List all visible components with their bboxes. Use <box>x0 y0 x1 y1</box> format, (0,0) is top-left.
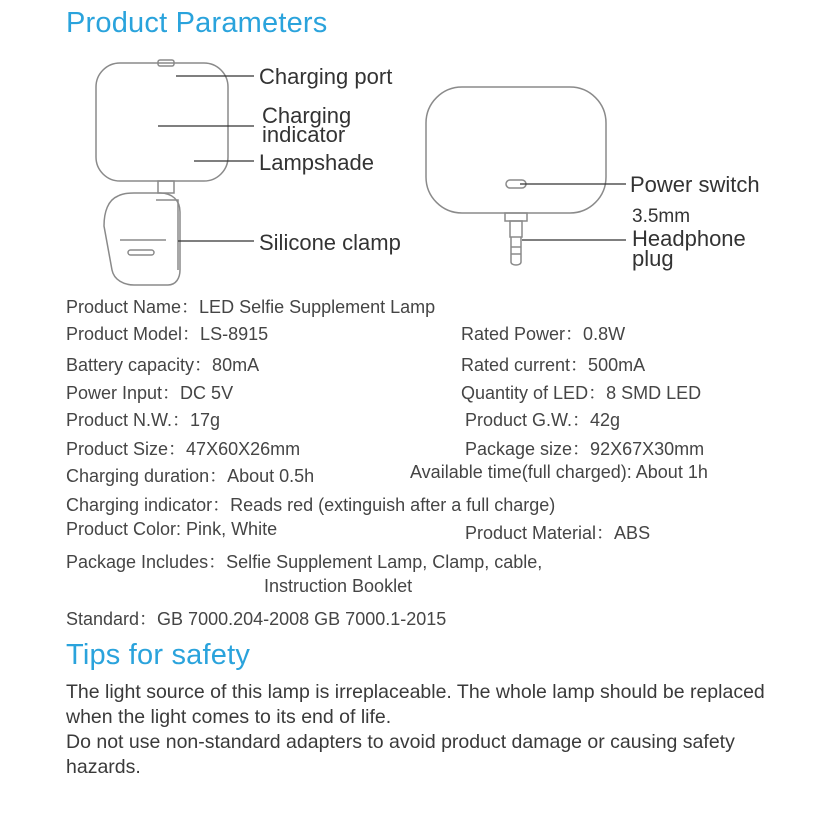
spec-standard: Standard：GB 7000.204-2008 GB 7000.1-2015 <box>66 609 447 629</box>
clamp-detail-line <box>156 200 178 270</box>
spec-package-includes: Package Includes：Selfie Supplement Lamp, Clamp, cable, <box>66 552 543 572</box>
spec-charging-indicator: Charging indicator：Reads red (extinguish after a full charge) <box>66 495 556 515</box>
spec-rated-power: Rated Power：0.8W <box>461 324 626 344</box>
spec-battery-capacity: Battery capacity：80mA <box>66 355 260 375</box>
callout-charging-indicator-2: indicator <box>262 122 346 147</box>
silicone-clamp-shape <box>104 193 180 285</box>
plug-pin <box>511 237 521 265</box>
spec-product-model: Product Model：LS-8915 <box>66 324 269 344</box>
callout-charging-indicator-1: Charging <box>262 103 352 128</box>
safety-tip-2: Do not use non-standard adapters to avoid product damage or causing safety hazards. <box>66 731 735 778</box>
callout-headphone-3: plug <box>632 246 674 271</box>
spec-product-size: Product Size：47X60X26mm <box>66 439 301 459</box>
section-title-product-parameters: Product Parameters <box>66 7 328 39</box>
safety-tip-1: The light source of this lamp is irreplaceable. The whole lamp should be replaced when the light comes to its end of life. <box>66 681 765 728</box>
callout-headphone-1: 3.5mm <box>632 206 691 227</box>
spec-product-name: Product Name：LED Selfie Supplement Lamp <box>66 297 436 317</box>
spec-available-time: Available time(full charged): About 1h <box>410 462 708 482</box>
plug-collar <box>510 221 522 237</box>
callout-lampshade: Lampshade <box>259 150 374 175</box>
lamp-head-outline <box>96 63 228 181</box>
lamp-neck <box>158 181 174 193</box>
callout-headphone-2: Headphone <box>632 226 746 251</box>
plug-base <box>505 213 527 221</box>
section-title-tips-for-safety: Tips for safety <box>66 639 251 671</box>
spec-package-includes-cont: Instruction Booklet <box>264 576 413 596</box>
spec-package-size: Package size：92X67X30mm <box>465 439 705 459</box>
callout-power-switch: Power switch <box>630 172 760 197</box>
callout-charging-port: Charging port <box>259 64 393 89</box>
spec-product-color: Product Color: Pink, White <box>66 519 278 539</box>
spec-gross-weight: Product G.W.：42g <box>465 410 621 430</box>
spec-net-weight: Product N.W.：17g <box>66 410 221 430</box>
lamp-illustration-front <box>96 60 228 285</box>
spec-rated-current: Rated current：500mA <box>461 355 646 375</box>
safety-tips <box>66 680 786 780</box>
spec-power-input: Power Input：DC 5V <box>66 383 234 403</box>
clamp-slot <box>128 250 154 255</box>
spec-led-quantity: Quantity of LED：8 SMD LED <box>461 383 702 403</box>
callout-silicone-clamp: Silicone clamp <box>259 230 401 255</box>
product-diagram <box>0 0 824 290</box>
spec-product-material: Product Material：ABS <box>465 523 651 543</box>
lamp-illustration-back <box>426 87 606 265</box>
lamp-back-outline <box>426 87 606 213</box>
spec-charging-duration: Charging duration：About 0.5h <box>66 466 315 486</box>
